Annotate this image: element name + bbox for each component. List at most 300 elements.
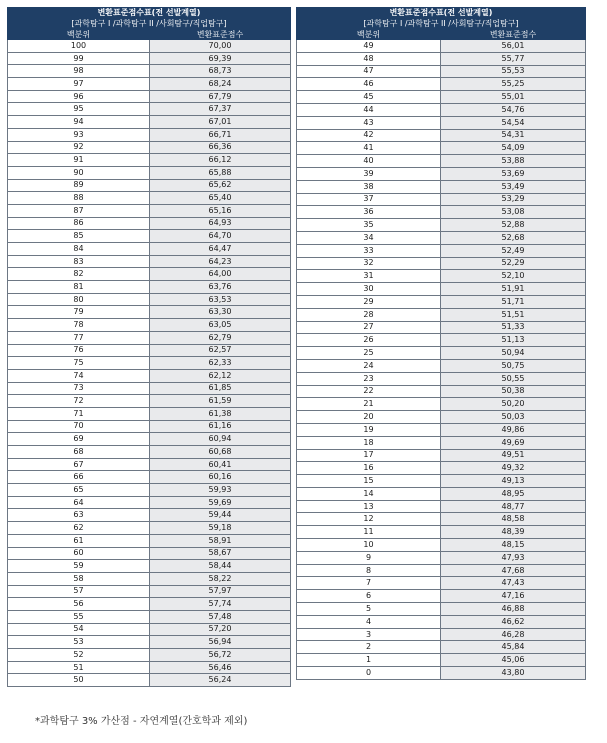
percentile-cell: 87 (8, 204, 150, 217)
percentile-cell: 64 (8, 496, 150, 509)
table-row (297, 603, 586, 616)
score-cell: 67,37 (150, 103, 291, 116)
table-row (8, 78, 291, 91)
score-cell: 49,69 (441, 436, 586, 449)
percentile-cell: 21 (297, 398, 441, 411)
score-cell: 65,88 (150, 166, 291, 179)
percentile-cell: 16 (297, 462, 441, 475)
table-row (8, 610, 291, 623)
table-row (8, 116, 291, 129)
score-cell: 64,70 (150, 230, 291, 243)
table-row (8, 407, 291, 420)
percentile-cell: 58 (8, 572, 150, 585)
percentile-cell: 67 (8, 458, 150, 471)
table-row (8, 154, 291, 167)
table-row (297, 295, 586, 308)
score-cell: 52,88 (441, 219, 586, 232)
score-cell: 61,85 (150, 382, 291, 395)
percentile-cell: 82 (8, 268, 150, 281)
left-table-body (8, 8, 291, 687)
table-row (297, 65, 586, 78)
percentile-cell: 29 (297, 295, 441, 308)
score-cell: 69,39 (150, 52, 291, 65)
percentile-cell: 48 (297, 52, 441, 65)
table-row (297, 487, 586, 500)
table-row (8, 458, 291, 471)
right-table-subtitle: [과학탐구 I /과학탐구 II /사회탐구/직업탐구] (297, 19, 586, 30)
score-cell: 55,01 (441, 91, 586, 104)
percentile-cell: 84 (8, 243, 150, 256)
percentile-cell: 24 (297, 359, 441, 372)
table-row (297, 577, 586, 590)
score-cell: 58,22 (150, 572, 291, 585)
table-row (8, 255, 291, 268)
score-cell: 61,38 (150, 407, 291, 420)
score-cell: 46,62 (441, 615, 586, 628)
table-row (297, 78, 586, 91)
table-row (297, 231, 586, 244)
percentile-cell: 43 (297, 116, 441, 129)
table-row (297, 423, 586, 436)
percentile-cell: 12 (297, 513, 441, 526)
percentile-cell: 55 (8, 610, 150, 623)
score-cell: 51,33 (441, 321, 586, 334)
table-row (8, 52, 291, 65)
table-row (297, 321, 586, 334)
table-row (297, 155, 586, 168)
percentile-cell: 47 (297, 65, 441, 78)
percentile-cell: 85 (8, 230, 150, 243)
score-cell: 70,00 (150, 40, 291, 53)
percentile-cell: 92 (8, 141, 150, 154)
table-row (8, 661, 291, 674)
score-cell: 55,77 (441, 52, 586, 65)
percentile-cell: 51 (8, 661, 150, 674)
score-cell: 59,18 (150, 522, 291, 535)
score-cell: 49,86 (441, 423, 586, 436)
score-cell: 45,84 (441, 641, 586, 654)
table-row (297, 283, 586, 296)
table-row (8, 585, 291, 598)
table-row (8, 534, 291, 547)
percentile-cell: 23 (297, 372, 441, 385)
table-row (297, 219, 586, 232)
table-row (8, 128, 291, 141)
percentile-cell: 11 (297, 526, 441, 539)
table-row (297, 334, 586, 347)
percentile-cell: 36 (297, 206, 441, 219)
percentile-cell: 17 (297, 449, 441, 462)
percentile-cell: 18 (297, 436, 441, 449)
percentile-cell: 35 (297, 219, 441, 232)
score-cell: 54,09 (441, 142, 586, 155)
score-cell: 60,41 (150, 458, 291, 471)
table-row (8, 560, 291, 573)
percentile-cell: 34 (297, 231, 441, 244)
table-row (8, 268, 291, 281)
table-row (297, 116, 586, 129)
score-cell: 60,68 (150, 446, 291, 459)
percentile-cell: 88 (8, 192, 150, 205)
percentile-cell: 40 (297, 155, 441, 168)
score-cell: 51,51 (441, 308, 586, 321)
score-cell: 47,43 (441, 577, 586, 590)
score-cell: 57,20 (150, 623, 291, 636)
table-row (8, 446, 291, 459)
table-row (8, 433, 291, 446)
score-cell: 48,15 (441, 539, 586, 552)
table-row (8, 293, 291, 306)
percentile-cell: 68 (8, 446, 150, 459)
score-cell: 51,13 (441, 334, 586, 347)
right-table-title: 변환표준점수표(전 선발계열) (297, 8, 586, 19)
score-cell: 58,44 (150, 560, 291, 573)
score-cell: 59,93 (150, 484, 291, 497)
table-row (297, 244, 586, 257)
table-row (8, 522, 291, 535)
percentile-cell: 39 (297, 167, 441, 180)
score-cell: 49,13 (441, 475, 586, 488)
score-cell: 50,94 (441, 347, 586, 360)
score-cell: 68,24 (150, 78, 291, 91)
percentile-cell: 94 (8, 116, 150, 129)
table-row (8, 141, 291, 154)
table-row (297, 641, 586, 654)
score-cell: 47,68 (441, 564, 586, 577)
percentile-cell: 66 (8, 471, 150, 484)
percentile-cell: 46 (297, 78, 441, 91)
percentile-cell: 61 (8, 534, 150, 547)
table-row (297, 257, 586, 270)
percentile-cell: 44 (297, 103, 441, 116)
score-cell: 47,16 (441, 590, 586, 603)
percentile-cell: 89 (8, 179, 150, 192)
percentile-cell: 50 (8, 674, 150, 687)
table-row (297, 500, 586, 513)
percentile-cell: 8 (297, 564, 441, 577)
score-cell: 64,23 (150, 255, 291, 268)
score-cell: 68,73 (150, 65, 291, 78)
score-cell: 62,57 (150, 344, 291, 357)
percentile-cell: 76 (8, 344, 150, 357)
score-cell: 49,32 (441, 462, 586, 475)
percentile-cell: 6 (297, 590, 441, 603)
score-cell: 46,28 (441, 628, 586, 641)
percentile-cell: 2 (297, 641, 441, 654)
table-row (8, 382, 291, 395)
table-row (8, 484, 291, 497)
table-row (297, 142, 586, 155)
percentile-cell: 1 (297, 654, 441, 667)
percentile-cell: 32 (297, 257, 441, 270)
table-row (8, 623, 291, 636)
percentile-cell: 45 (297, 91, 441, 104)
table-row (8, 230, 291, 243)
percentile-cell: 30 (297, 283, 441, 296)
percentile-cell: 86 (8, 217, 150, 230)
percentile-cell: 74 (8, 369, 150, 382)
table-row (8, 319, 291, 332)
table-row (8, 217, 291, 230)
left-table-subtitle: [과학탐구 I /과학탐구 II /사회탐구/직업탐구] (8, 19, 291, 30)
score-cell: 57,97 (150, 585, 291, 598)
table-row (297, 91, 586, 104)
left-table-title: 변환표준점수표(전 선발계열) (8, 8, 291, 19)
score-cell: 64,00 (150, 268, 291, 281)
table-row (8, 40, 291, 53)
percentile-cell: 42 (297, 129, 441, 142)
right-table-body (297, 8, 586, 680)
percentile-cell: 69 (8, 433, 150, 446)
percentile-cell: 14 (297, 487, 441, 500)
table-row (297, 308, 586, 321)
score-cell: 56,46 (150, 661, 291, 674)
percentile-cell: 38 (297, 180, 441, 193)
score-cell: 58,91 (150, 534, 291, 547)
percentile-cell: 81 (8, 281, 150, 294)
table-row (297, 347, 586, 360)
table-row (297, 129, 586, 142)
table-row (8, 281, 291, 294)
percentile-cell: 60 (8, 547, 150, 560)
score-cell: 64,47 (150, 243, 291, 256)
table-row (297, 40, 586, 53)
table-row (8, 357, 291, 370)
percentile-cell: 41 (297, 142, 441, 155)
score-cell: 63,76 (150, 281, 291, 294)
percentile-cell: 25 (297, 347, 441, 360)
right-score-table (296, 7, 586, 680)
table-row (8, 192, 291, 205)
table-row (8, 204, 291, 217)
percentile-cell: 52 (8, 649, 150, 662)
table-row (8, 243, 291, 256)
score-cell: 56,72 (150, 649, 291, 662)
table-row (297, 590, 586, 603)
footnote: *과학탐구 3% 가산점 - 자연계열(간호학과 제외) (35, 716, 248, 727)
table-row (297, 539, 586, 552)
score-cell: 53,88 (441, 155, 586, 168)
left-score-table (7, 7, 291, 687)
score-cell: 67,79 (150, 90, 291, 103)
score-cell: 65,40 (150, 192, 291, 205)
percentile-cell: 93 (8, 128, 150, 141)
table-row (8, 636, 291, 649)
percentile-cell: 7 (297, 577, 441, 590)
percentile-cell: 9 (297, 551, 441, 564)
percentile-cell: 63 (8, 509, 150, 522)
table-row (297, 615, 586, 628)
score-cell: 65,62 (150, 179, 291, 192)
table-row (297, 372, 586, 385)
percentile-cell: 31 (297, 270, 441, 283)
right-col-percentile: 백분위 (297, 30, 441, 40)
score-cell: 56,01 (441, 40, 586, 53)
percentile-cell: 71 (8, 407, 150, 420)
percentile-cell: 27 (297, 321, 441, 334)
table-row (8, 369, 291, 382)
percentile-cell: 97 (8, 78, 150, 91)
table-row (297, 103, 586, 116)
table-row (8, 547, 291, 560)
table-row (297, 385, 586, 398)
table-row (8, 420, 291, 433)
score-cell: 57,48 (150, 610, 291, 623)
score-cell: 54,31 (441, 129, 586, 142)
score-cell: 51,91 (441, 283, 586, 296)
percentile-cell: 37 (297, 193, 441, 206)
score-cell: 46,88 (441, 603, 586, 616)
percentile-cell: 70 (8, 420, 150, 433)
table-row (297, 167, 586, 180)
score-cell: 63,53 (150, 293, 291, 306)
table-row (297, 628, 586, 641)
score-cell: 62,33 (150, 357, 291, 370)
percentile-cell: 49 (297, 40, 441, 53)
right-col-score: 변환표준점수 (441, 30, 586, 40)
score-cell: 53,49 (441, 180, 586, 193)
percentile-cell: 90 (8, 166, 150, 179)
percentile-cell: 62 (8, 522, 150, 535)
table-row (8, 166, 291, 179)
score-cell: 48,58 (441, 513, 586, 526)
table-row (8, 598, 291, 611)
score-cell: 56,24 (150, 674, 291, 687)
table-row (297, 564, 586, 577)
table-row (297, 436, 586, 449)
left-col-percentile: 백분위 (8, 30, 150, 40)
table-row (297, 667, 586, 680)
percentile-cell: 20 (297, 411, 441, 424)
score-cell: 48,95 (441, 487, 586, 500)
percentile-cell: 53 (8, 636, 150, 649)
score-cell: 50,75 (441, 359, 586, 372)
table-row (297, 411, 586, 424)
table-row (8, 344, 291, 357)
percentile-cell: 19 (297, 423, 441, 436)
table-row (8, 674, 291, 687)
percentile-cell: 80 (8, 293, 150, 306)
table-row (297, 513, 586, 526)
table-row (8, 395, 291, 408)
percentile-cell: 57 (8, 585, 150, 598)
table-row (8, 103, 291, 116)
table-row (8, 509, 291, 522)
score-cell: 47,93 (441, 551, 586, 564)
left-col-score: 변환표준점수 (150, 30, 291, 40)
table-row (297, 475, 586, 488)
table-row (8, 572, 291, 585)
score-cell: 66,71 (150, 128, 291, 141)
table-row (297, 270, 586, 283)
score-cell: 60,16 (150, 471, 291, 484)
score-cell: 60,94 (150, 433, 291, 446)
score-cell: 50,38 (441, 385, 586, 398)
table-row (8, 331, 291, 344)
score-cell: 59,44 (150, 509, 291, 522)
score-cell: 50,03 (441, 411, 586, 424)
percentile-cell: 0 (297, 667, 441, 680)
table-row (297, 193, 586, 206)
score-cell: 66,36 (150, 141, 291, 154)
percentile-cell: 91 (8, 154, 150, 167)
score-cell: 61,16 (150, 420, 291, 433)
score-cell: 55,25 (441, 78, 586, 91)
percentile-cell: 78 (8, 319, 150, 332)
table-row (8, 649, 291, 662)
percentile-cell: 72 (8, 395, 150, 408)
score-cell: 59,69 (150, 496, 291, 509)
score-cell: 52,68 (441, 231, 586, 244)
table-row (297, 52, 586, 65)
table-row (8, 471, 291, 484)
percentile-cell: 59 (8, 560, 150, 573)
score-cell: 51,71 (441, 295, 586, 308)
percentile-cell: 96 (8, 90, 150, 103)
percentile-cell: 10 (297, 539, 441, 552)
score-cell: 55,53 (441, 65, 586, 78)
percentile-cell: 26 (297, 334, 441, 347)
percentile-cell: 79 (8, 306, 150, 319)
score-cell: 53,69 (441, 167, 586, 180)
score-cell: 58,67 (150, 547, 291, 560)
percentile-cell: 65 (8, 484, 150, 497)
percentile-cell: 75 (8, 357, 150, 370)
score-cell: 48,39 (441, 526, 586, 539)
table-row (8, 496, 291, 509)
score-cell: 49,51 (441, 449, 586, 462)
percentile-cell: 77 (8, 331, 150, 344)
table-row (8, 306, 291, 319)
score-cell: 53,08 (441, 206, 586, 219)
score-cell: 57,74 (150, 598, 291, 611)
score-cell: 63,05 (150, 319, 291, 332)
score-cell: 67,01 (150, 116, 291, 129)
table-row (8, 65, 291, 78)
score-cell: 43,80 (441, 667, 586, 680)
score-cell: 66,12 (150, 154, 291, 167)
table-row (8, 179, 291, 192)
score-cell: 50,20 (441, 398, 586, 411)
table-row (297, 180, 586, 193)
table-row (297, 449, 586, 462)
score-cell: 65,16 (150, 204, 291, 217)
percentile-cell: 83 (8, 255, 150, 268)
table-row (297, 551, 586, 564)
percentile-cell: 95 (8, 103, 150, 116)
score-cell: 52,29 (441, 257, 586, 270)
percentile-cell: 99 (8, 52, 150, 65)
score-cell: 52,10 (441, 270, 586, 283)
score-cell: 62,79 (150, 331, 291, 344)
table-row (297, 359, 586, 372)
percentile-cell: 22 (297, 385, 441, 398)
percentile-cell: 28 (297, 308, 441, 321)
score-cell: 50,55 (441, 372, 586, 385)
score-cell: 53,29 (441, 193, 586, 206)
percentile-cell: 73 (8, 382, 150, 395)
score-cell: 52,49 (441, 244, 586, 257)
table-row (297, 526, 586, 539)
percentile-cell: 56 (8, 598, 150, 611)
score-cell: 62,12 (150, 369, 291, 382)
score-cell: 61,59 (150, 395, 291, 408)
score-cell: 64,93 (150, 217, 291, 230)
score-cell: 54,54 (441, 116, 586, 129)
percentile-cell: 54 (8, 623, 150, 636)
table-row (297, 654, 586, 667)
table-row (297, 462, 586, 475)
